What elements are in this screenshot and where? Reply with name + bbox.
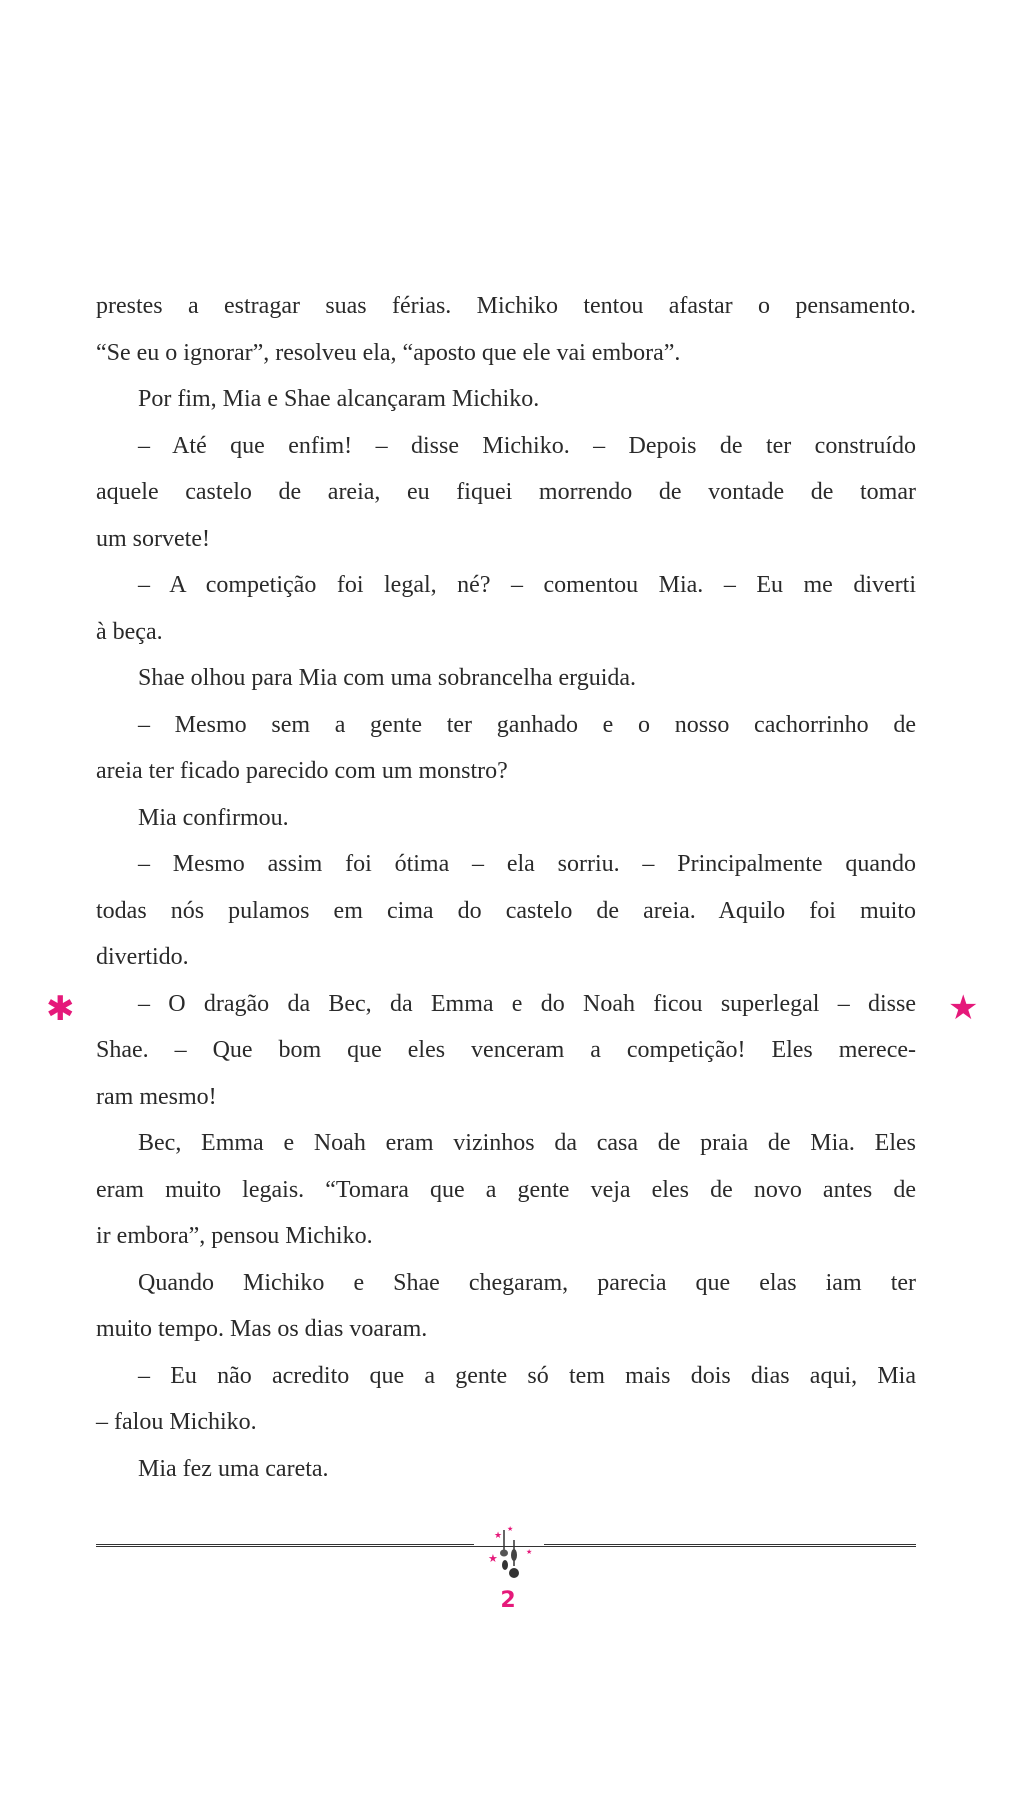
text-line: muito tempo. Mas os dias voaram. <box>96 1316 428 1342</box>
text-line: todas nós pulamos em cima do castelo de areia. Aquilo foi muito <box>96 897 916 924</box>
text-line: à beça. <box>96 618 163 645</box>
text-line: Shae. – Que bom que eles venceram a competição! Eles merece- <box>96 1037 916 1063</box>
text-line: Mia fez uma careta. <box>138 1455 329 1482</box>
text-line: – Até que enfim! – disse Michiko. – Depois de ter construído <box>138 432 916 459</box>
text-line: – Mesmo sem a gente ter ganhado e o nosso cachorrinho de <box>138 711 916 738</box>
text-line: eram muito legais. “Tomara que a gente veja eles de novo antes de <box>96 1176 916 1203</box>
left-star-icon: ✱ <box>46 991 75 1028</box>
text-line: um sorvete! <box>96 525 210 552</box>
text-line: – Mesmo assim foi ótima – ela sorriu. – Principalmente quando <box>138 851 916 877</box>
text-line: “Se eu o ignorar”, resolveu ela, “aposto que ele vai embora”. <box>96 339 681 366</box>
text-line: areia ter ficado parecido com um monstro? <box>96 758 508 784</box>
text-line: Quando Michiko e Shae chegaram, parecia que elas iam ter <box>138 1269 916 1296</box>
text-line: – Eu não acredito que a gente só tem mais dois dias aqui, Mia <box>138 1362 916 1389</box>
text-line: Mia confirmou. <box>138 804 289 831</box>
text-line: ir embora”, pensou Michiko. <box>96 1223 373 1249</box>
text-line: Bec, Emma e Noah eram vizinhos da casa de praia de Mia. Eles <box>138 1130 916 1156</box>
svg-text:★: ★ <box>507 1525 514 1533</box>
text-line: ram mesmo! <box>96 1083 217 1110</box>
right-star-icon: ★ <box>948 990 979 1027</box>
text-line: Shae olhou para Mia com uma sobrancelha erguida. <box>138 665 637 691</box>
text-line: divertido. <box>96 944 189 970</box>
text-line: – O dragão da Bec, da Emma e do Noah ficou superlegal – disse <box>138 990 916 1017</box>
text-line: – falou Michiko. <box>96 1409 257 1435</box>
text-line: Por fim, Mia e Shae alcançaram Michiko. <box>138 386 540 412</box>
svg-text:★: ★ <box>494 1530 503 1540</box>
svg-text:★: ★ <box>526 1548 533 1556</box>
page-body <box>96 283 916 1492</box>
svg-text:★: ★ <box>488 1553 498 1565</box>
text-line: – A competição foi legal, né? – comentou Mia. – Eu me diverti <box>138 572 916 598</box>
text-line: aquele castelo de areia, eu fiquei morrendo de vontade de tomar <box>96 479 916 505</box>
page-number: 2 <box>500 1588 516 1613</box>
hanging-charms-ornament-icon <box>474 1522 544 1592</box>
text-line: prestes a estragar suas férias. Michiko tentou afastar o pensamento. <box>96 293 916 319</box>
